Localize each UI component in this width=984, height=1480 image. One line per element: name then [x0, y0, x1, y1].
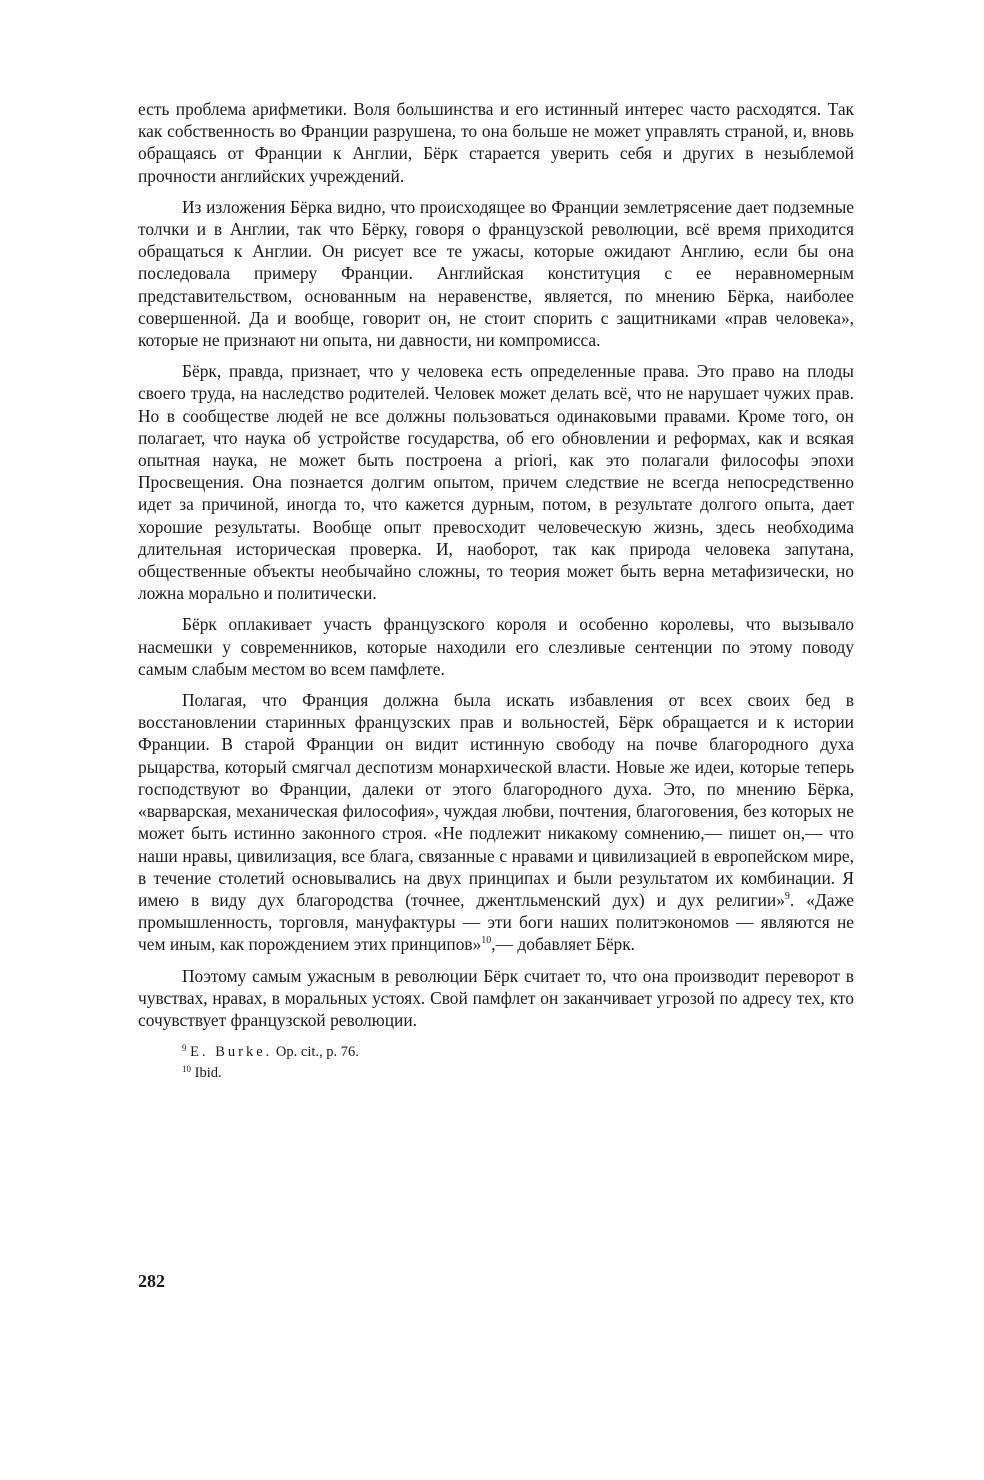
footnote-9 [182, 1040, 854, 1061]
paragraph-3: Бёрк, правда, признает, что у человека есть определенные права. Это право на плоды своего труда, на наследство родителей. Человек может делать всё, что не нарушает чужих прав. Но в сообществе людей не все должны пользоваться одинаковыми правами. Кроме того, он полагает, что наука об устройстве государства, об его обновлении и реформах, как и всякая опытная наука, не может быть построена a priori, как это полагали философы эпохи Просвещения. Она познается долгим опытом, причем следствие не всегда непосредственно идет за причиной, иногда то, что кажется дурным, потом, в результате долгого опыта, дает хорошие результаты. Вообще опыт превосходит человеческую жизнь, здесь необходима длительная историческая проверка. И, наоборот, так как природа человека запутана, общественные объекты необычайно сложны, то теория может быть верна метафизически, но ложна морально и политически. [138, 361, 854, 604]
footnote-10-text: Ibid. [194, 1065, 222, 1082]
footnote-9-number: 9 [182, 1043, 187, 1054]
page-number: 282 [138, 1271, 165, 1291]
paragraph-4: Бёрк оплакивает участь французского короля и особенно королевы, что вызывало насмешки у современников, которые находили его слезливые сентенции по этому поводу самым слабым местом во всем памфлете. [138, 614, 854, 679]
paragraph-6: Поэтому самым ужасным в революции Бёрк считает то, что она производит переворот в чувствах, нравах, в моральных устоях. Свой памфлет он заканчивает угрозой по адресу тех, кто сочувствует французской революции. [138, 965, 854, 1030]
footnote-ref-9[interactable]: 9 [784, 890, 790, 902]
footnotes [138, 1040, 854, 1082]
footnote-9-author: E. Burke. [190, 1044, 273, 1061]
footnote-10-number: 10 [182, 1064, 191, 1075]
footnote-ref-10-comma: , [491, 934, 496, 955]
paragraph-5-part-2: «Даже промышленность, торговля, мануфактуры — эти боги наших политэкономов — являются не чем иным, как порождением этих принципов» [138, 889, 854, 955]
paragraph-5-part-1: Полагая, что Франция должна была искать избавления от всех своих бед в восстановлении старинных французских прав и вольностей, Бёрк обращается и к истории Франции. В старой Франции он видит истинную свободу на почве благородного духа рыцарства, который смягчал деспотизм монархической власти. Новые же идеи, которые теперь господствуют во Франции, далеки от этого благородного духа. Это, по мнению Бёрка, «варварская, механическая философия», чуждая любви, почтения, благоговения, без которых не может быть истинно законного строя. «Не подлежит никакому сомнению,— пишет он,— что наши нравы, цивилизация, все блага, связанные с нравами и цивилизацией в европейском мире, в течение столетий основывались на двух принципах и были результатом их комбинации. Я имею в виду дух благородства (точнее, джентльменский дух) и дух религии» [138, 690, 854, 910]
footnote-10 [182, 1061, 854, 1082]
footnote-9-text: Op. cit., p. 76. [275, 1044, 359, 1061]
footnote-ref-10[interactable]: 10 [481, 935, 492, 947]
page-body [138, 98, 854, 1082]
paragraph-5-part-3: — добавляет Бёрк. [495, 934, 636, 955]
paragraph-1: есть проблема арифметики. Воля большинства и его истинный интерес часто расходятся. Так как собственность во Франции разрушена, то она больше не может управлять страной, и, вновь обращаясь от Франции к Англии, Бёрк старается уверить себя и других в незыблемой прочности английских учреждений. [138, 99, 854, 186]
paragraph-5: Полагая, что Франция должна была искать избавления от всех своих бед в восстановлении старинных французских прав и вольностей, Бёрк обращается и к истории Франции. В старой Франции он видит истинную свободу на почве благородного духа рыцарства, который смягчал деспотизм монархической власти. Новые же идеи, которые теперь господствуют во Франции, далеки от этого благородного духа. Это, по мнению Бёрка, «варварская, механическая философия», чуждая любви, почтения, благоговения, без которых не может быть истинно законного строя. «Не подлежит никакому сомнению,— пишет он,— что наши нравы, цивилизация, все блага, связанные с нравами и цивилизацией в европейском мире, в течение столетий основывались на двух принципах и были результатом их комбинации. Я имею в виду дух благородства (точнее, джентльменский дух) и дух религии»$^9$. «Даже промышленность, торговля, мануфактуры — эти боги наших политэкономов — являются не чем иным, как порождением этих принципов»$^{10}$,— добавляет Бёрк. [138, 690, 854, 955]
paragraph-2: Из изложения Бёрка видно, что происходящее во Франции землетрясение дает подземные толчки и в Англии, так что Бёрку, говоря о французской революции, всё время приходится обращаться к Англии. Он рисует все те ужасы, которые ожидают Англию, если бы она последовала примеру Франции. Английская конституция с ее неравномерным представительством, основанным на неравенстве, является, по мнению Бёрка, наиболее совершенной. Да и вообще, говорит он, не стоит спорить с защитниками «прав человека», которые не признают ни опыта, ни давности, ни компромисса. [138, 196, 854, 351]
